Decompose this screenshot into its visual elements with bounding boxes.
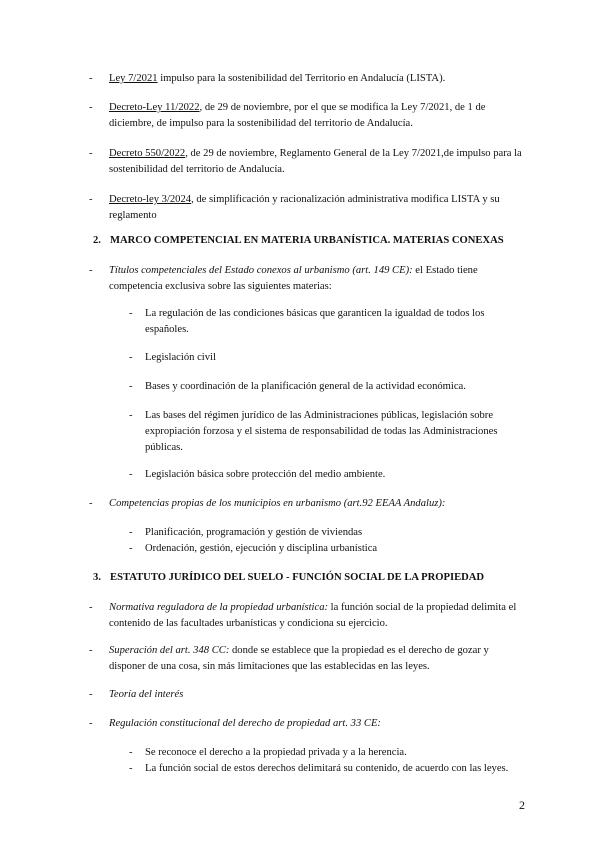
bullet-dash: - xyxy=(129,543,133,554)
sub-list-item xyxy=(129,379,529,395)
list-item xyxy=(89,263,523,295)
law-link[interactable]: Decreto-Ley 11/2022 xyxy=(109,102,200,113)
law-link[interactable]: Decreto 550/2022 xyxy=(109,148,186,159)
item-text: el Estado tiene competencia exclusiva sobre las siguientes materias: xyxy=(109,265,478,292)
sub-item-text: Las bases del régimen jurídico de las Administraciones públicas, legislación sobre expropiación forzosa y el sistema de responsabilidad de todas las Administraciones públicas. xyxy=(145,410,498,453)
law-link[interactable]: Decreto-ley 3/2024 xyxy=(109,194,192,205)
list-item xyxy=(89,716,523,732)
bullet-dash: - xyxy=(129,410,133,421)
item-italic-title: Regulación constitucional del derecho de propiedad art. 33 CE: xyxy=(109,718,381,729)
bullet-dash: - xyxy=(129,308,133,319)
bullet-dash: - xyxy=(89,602,93,613)
item-italic-title: Normativa reguladora de la propiedad urbanística: xyxy=(109,602,329,613)
bullet-dash: - xyxy=(129,763,133,774)
section-number: 3. xyxy=(93,572,101,583)
list-item xyxy=(89,146,523,178)
bullet-dash: - xyxy=(89,645,93,656)
bullet-dash: - xyxy=(89,718,93,729)
section-heading xyxy=(93,233,533,249)
section-title: MARCO COMPETENCIAL EN MATERIA URBANÍSTICA. MATERIAS CONEXAS xyxy=(110,235,504,246)
section-heading xyxy=(93,570,533,586)
item-italic-title: Teoría del interés xyxy=(109,689,184,700)
sub-list-item xyxy=(129,408,529,456)
item-italic-title: Títulos competenciales del Estado conexos al urbanismo (art. 149 CE): xyxy=(109,265,413,276)
sub-item-text: Ordenación, gestión, ejecución y disciplina urbanística xyxy=(145,543,378,554)
sub-list-item xyxy=(129,350,529,366)
law-text: , de 29 de noviembre, por el que se modifica la Ley 7/2021, de 1 de diciembre, de impulso para la sostenibilidad del territorio de Andalucía. xyxy=(109,102,486,129)
bullet-dash: - xyxy=(89,689,93,700)
bullet-dash: - xyxy=(89,73,93,84)
list-item xyxy=(89,496,523,512)
list-item xyxy=(89,687,523,703)
sub-list-item xyxy=(129,541,529,557)
list-item xyxy=(89,192,523,224)
list-item xyxy=(89,71,523,87)
bullet-dash: - xyxy=(89,265,93,276)
item-italic-title: Competencias propias de los municipios en urbanismo (art.92 EEAA Andaluz): xyxy=(109,498,446,509)
bullet-dash: - xyxy=(89,148,93,159)
bullet-dash: - xyxy=(129,352,133,363)
page-number: 2 xyxy=(519,798,525,812)
bullet-dash: - xyxy=(129,469,133,480)
bullet-dash: - xyxy=(89,194,93,205)
sub-list-item xyxy=(129,745,529,761)
sub-item-text: Planificación, programación y gestión de viviendas xyxy=(145,527,363,538)
bullet-dash: - xyxy=(89,102,93,113)
bullet-dash: - xyxy=(129,527,133,538)
sub-item-text: Bases y coordinación de la planificación general de la actividad económica. xyxy=(145,381,466,392)
law-text: impulso para la sostenibilidad del Territorio en Andalucía (LISTA). xyxy=(157,73,446,84)
law-text: , de 29 de noviembre, Reglamento General de la Ley 7/2021,de impulso para la sostenibilidad del territorio de Andalucía. xyxy=(109,148,522,175)
bullet-dash: - xyxy=(89,498,93,509)
sub-item-text: Se reconoce el derecho a la propiedad privada y a la herencia. xyxy=(145,747,407,758)
list-item xyxy=(89,600,523,632)
sub-item-text: La regulación de las condiciones básicas que garanticen la igualdad de todos los españoles. xyxy=(145,308,485,335)
sub-list-item xyxy=(129,467,529,483)
list-item xyxy=(89,643,523,675)
item-italic-title: Superación del art. 348 CC: xyxy=(109,645,230,656)
item-text: donde se establece que la propiedad es el derecho de gozar y disponer de una cosa, sin más limitaciones que las establecidas en las leyes. xyxy=(109,645,489,672)
bullet-dash: - xyxy=(129,747,133,758)
sub-item-text: La función social de estos derechos delimitará su contenido, de acuerdo con las leyes. xyxy=(145,763,509,774)
sub-item-text: Legislación civil xyxy=(145,352,216,363)
sub-item-text: Legislación básica sobre protección del medio ambiente. xyxy=(145,469,386,480)
list-item xyxy=(89,100,523,132)
sub-list-item xyxy=(129,761,529,777)
bullet-dash: - xyxy=(129,381,133,392)
law-text: , de simplificación y racionalización administrativa modifica LISTA y su reglamento xyxy=(109,194,500,221)
law-link[interactable]: Ley 7/2021 xyxy=(109,73,158,84)
item-text: la función social de la propiedad delimita el contenido de las facultades urbanísticas y condiciona su ejercicio. xyxy=(109,602,517,629)
sub-list-item xyxy=(129,306,529,338)
section-title: ESTATUTO JURÍDICO DEL SUELO - FUNCIÓN SOCIAL DE LA PROPIEDAD xyxy=(110,572,485,583)
sub-list-item xyxy=(129,525,529,541)
section-number: 2. xyxy=(93,235,101,246)
